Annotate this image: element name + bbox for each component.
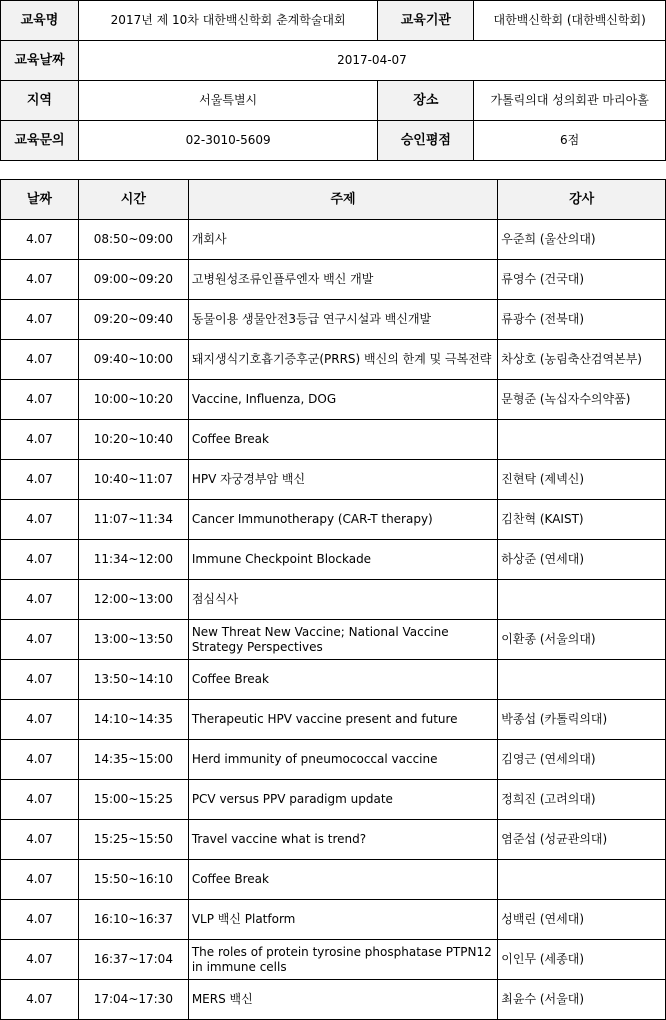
info-row-date [1, 41, 666, 81]
schedule-row [1, 540, 666, 580]
row-speaker: 최윤수 (서울대) [498, 980, 666, 1020]
info-row-name [1, 1, 666, 41]
venue-label: 장소 [378, 81, 474, 121]
row-date: 4.07 [1, 980, 79, 1020]
row-date: 4.07 [1, 940, 79, 980]
row-speaker: 진현탁 (제넥신) [498, 460, 666, 500]
row-date: 4.07 [1, 500, 79, 540]
row-time: 15:50~16:10 [78, 860, 188, 900]
schedule-header-row [1, 180, 666, 220]
header-time: 시간 [78, 180, 188, 220]
row-topic: Herd immunity of pneumococcal vaccine [188, 740, 497, 780]
schedule-row [1, 460, 666, 500]
row-time: 10:00~10:20 [78, 380, 188, 420]
info-row-region [1, 81, 666, 121]
row-speaker: 이인무 (세종대) [498, 940, 666, 980]
row-speaker [498, 580, 666, 620]
schedule-row [1, 660, 666, 700]
row-topic: 돼지생식기호흡기증후군(PRRS) 백신의 한계 및 극복전략 [188, 340, 497, 380]
info-row-contact [1, 121, 666, 161]
row-topic: PCV versus PPV paradigm update [188, 780, 497, 820]
row-time: 11:34~12:00 [78, 540, 188, 580]
row-time: 09:40~10:00 [78, 340, 188, 380]
row-date: 4.07 [1, 580, 79, 620]
row-speaker: 정희진 (고려의대) [498, 780, 666, 820]
schedule-row [1, 340, 666, 380]
header-topic: 주제 [188, 180, 497, 220]
row-speaker: 하상준 (연세대) [498, 540, 666, 580]
schedule-row [1, 300, 666, 340]
row-topic: Therapeutic HPV vaccine present and future [188, 700, 497, 740]
row-speaker [498, 420, 666, 460]
row-time: 15:25~15:50 [78, 820, 188, 860]
schedule-row [1, 780, 666, 820]
schedule-row [1, 220, 666, 260]
row-time: 12:00~13:00 [78, 580, 188, 620]
row-speaker: 성백린 (연세대) [498, 900, 666, 940]
row-date: 4.07 [1, 700, 79, 740]
schedule-row [1, 420, 666, 460]
row-topic: Coffee Break [188, 420, 497, 460]
row-speaker [498, 660, 666, 700]
row-time: 10:20~10:40 [78, 420, 188, 460]
schedule-row [1, 580, 666, 620]
row-time: 17:04~17:30 [78, 980, 188, 1020]
schedule-row [1, 860, 666, 900]
row-speaker: 이환종 (서울의대) [498, 620, 666, 660]
row-date: 4.07 [1, 540, 79, 580]
row-topic: Immune Checkpoint Blockade [188, 540, 497, 580]
row-date: 4.07 [1, 740, 79, 780]
course-info-table [0, 0, 666, 161]
row-date: 4.07 [1, 260, 79, 300]
institution-value: 대한백신학회 (대한백신학회) [474, 1, 666, 41]
schedule-row [1, 900, 666, 940]
row-speaker: 문형준 (녹십자수의약품) [498, 380, 666, 420]
schedule-row [1, 980, 666, 1020]
row-date: 4.07 [1, 620, 79, 660]
row-time: 16:10~16:37 [78, 900, 188, 940]
credit-score-value: 6점 [474, 121, 666, 161]
row-speaker: 박종섭 (카톨릭의대) [498, 700, 666, 740]
row-date: 4.07 [1, 340, 79, 380]
schedule-row [1, 620, 666, 660]
row-topic: Travel vaccine what is trend? [188, 820, 497, 860]
contact-value: 02-3010-5609 [78, 121, 378, 161]
row-topic: Vaccine, Influenza, DOG [188, 380, 497, 420]
course-name-value: 2017년 제 10차 대한백신학회 춘계학술대회 [78, 1, 378, 41]
row-speaker: 김찬혁 (KAIST) [498, 500, 666, 540]
row-date: 4.07 [1, 420, 79, 460]
row-time: 14:35~15:00 [78, 740, 188, 780]
row-speaker: 김영근 (연세의대) [498, 740, 666, 780]
row-speaker: 류광수 (전북대) [498, 300, 666, 340]
schedule-row [1, 700, 666, 740]
row-time: 08:50~09:00 [78, 220, 188, 260]
contact-label: 교육문의 [1, 121, 79, 161]
row-date: 4.07 [1, 900, 79, 940]
row-date: 4.07 [1, 780, 79, 820]
region-label: 지역 [1, 81, 79, 121]
header-date: 날짜 [1, 180, 79, 220]
row-time: 09:00~09:20 [78, 260, 188, 300]
row-time: 15:00~15:25 [78, 780, 188, 820]
schedule-table [0, 179, 666, 1020]
course-name-label: 교육명 [1, 1, 79, 41]
schedule-row [1, 380, 666, 420]
schedule-row [1, 500, 666, 540]
venue-value: 가톨릭의대 성의회관 마리아홀 [474, 81, 666, 121]
row-speaker: 우준희 (울산의대) [498, 220, 666, 260]
row-date: 4.07 [1, 460, 79, 500]
row-topic: Cancer Immunotherapy (CAR-T therapy) [188, 500, 497, 540]
row-topic: 점심식사 [188, 580, 497, 620]
row-speaker: 염준섭 (성균관의대) [498, 820, 666, 860]
course-date-value: 2017-04-07 [78, 41, 665, 81]
row-speaker [498, 860, 666, 900]
row-topic: HPV 자궁경부암 백신 [188, 460, 497, 500]
row-topic: Coffee Break [188, 860, 497, 900]
row-time: 14:10~14:35 [78, 700, 188, 740]
row-time: 10:40~11:07 [78, 460, 188, 500]
row-topic: The roles of protein tyrosine phosphatase PTPN12 in immune cells [188, 940, 497, 980]
row-time: 16:37~17:04 [78, 940, 188, 980]
row-topic: VLP 백신 Platform [188, 900, 497, 940]
institution-label: 교육기관 [378, 1, 474, 41]
row-date: 4.07 [1, 860, 79, 900]
row-date: 4.07 [1, 380, 79, 420]
row-topic: 고병원성조류인플루엔자 백신 개발 [188, 260, 497, 300]
row-date: 4.07 [1, 300, 79, 340]
schedule-row [1, 940, 666, 980]
schedule-row [1, 820, 666, 860]
region-value: 서울특별시 [78, 81, 378, 121]
row-topic: New Threat New Vaccine; National Vaccine Strategy Perspectives [188, 620, 497, 660]
course-date-label: 교육날짜 [1, 41, 79, 81]
row-topic: 개회사 [188, 220, 497, 260]
row-date: 4.07 [1, 220, 79, 260]
row-speaker: 차상호 (농림축산검역본부) [498, 340, 666, 380]
row-date: 4.07 [1, 820, 79, 860]
row-time: 11:07~11:34 [78, 500, 188, 540]
row-time: 09:20~09:40 [78, 300, 188, 340]
row-speaker: 류영수 (건국대) [498, 260, 666, 300]
schedule-row [1, 260, 666, 300]
row-time: 13:00~13:50 [78, 620, 188, 660]
row-topic: MERS 백신 [188, 980, 497, 1020]
credit-score-label: 승인평점 [378, 121, 474, 161]
schedule-row [1, 740, 666, 780]
row-time: 13:50~14:10 [78, 660, 188, 700]
header-speaker: 강사 [498, 180, 666, 220]
row-topic: 동물이용 생물안전3등급 연구시설과 백신개발 [188, 300, 497, 340]
row-date: 4.07 [1, 660, 79, 700]
row-topic: Coffee Break [188, 660, 497, 700]
